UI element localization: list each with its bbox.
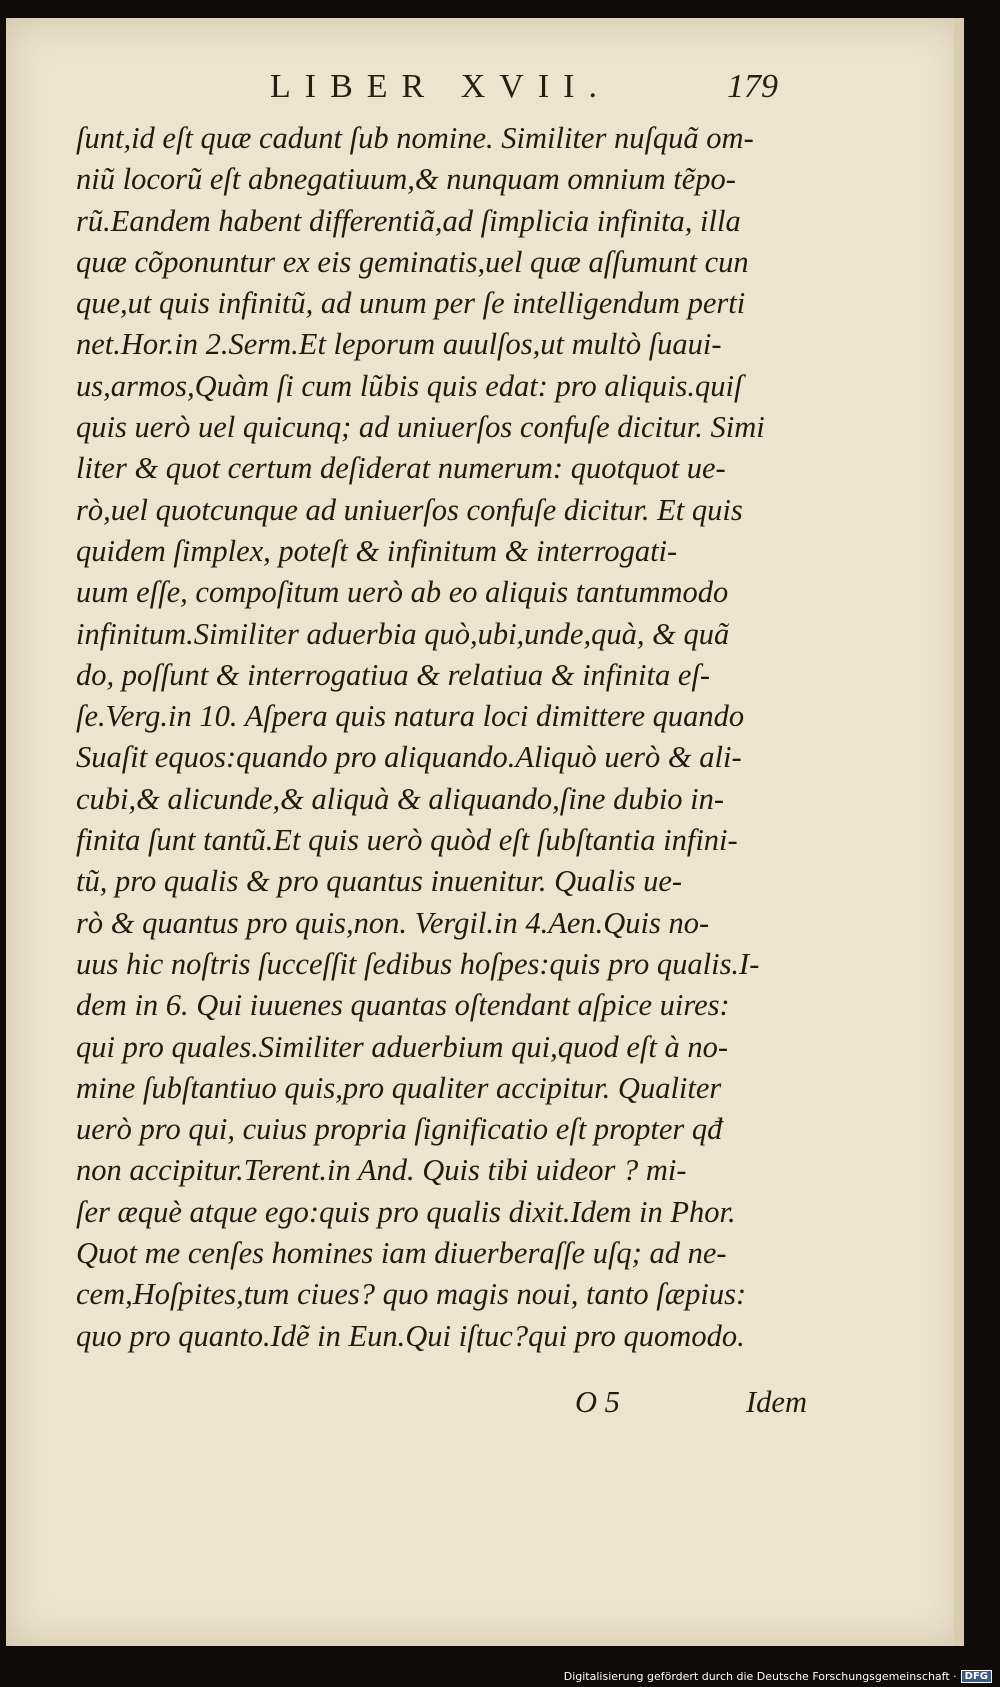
text-line: quæ cõponuntur ex eis geminatis,uel quæ aſſumunt cun xyxy=(76,244,749,279)
text-line: quis uerò uel quicunq; ad uniuerſos confuſe dicitur. Simi xyxy=(76,410,765,445)
text-line: ſe.Verg.in 10. Aſpera quis natura loci dimittere quando xyxy=(76,699,745,734)
text-line: ſer æquè atque ego:quis pro qualis dixit.Idem in Phor. xyxy=(76,1194,736,1229)
text-block xyxy=(76,118,806,1357)
text-line: non accipitur.Terent.in And. Quis tibi uideor ? mi- xyxy=(76,1153,687,1188)
text-line: cubi,& alicunde,& aliquà & aliquando,ſine dubio in- xyxy=(76,781,725,816)
text-line: Suaſit equos:quando pro aliquando.Aliquò uerò & ali- xyxy=(76,740,742,775)
text-line: ſunt,id eſt quæ cadunt ſub nomine. Similiter nuſquã om- xyxy=(76,121,754,155)
text-line: quo pro quanto.Idẽ in Eun.Qui iſtuc?qui pro quomodo. xyxy=(76,1318,745,1353)
text-line: uum eſſe, compoſitum uerò ab eo aliquis tantummodo xyxy=(76,575,729,610)
text-line: rò & quantus pro quis,non. Vergil.in 4.Aen.Quis no- xyxy=(76,905,710,940)
signature-mark: O 5 xyxy=(575,1385,620,1419)
text-line: quidem ſimplex, poteſt & infinitum & interrogati- xyxy=(76,533,678,568)
text-line: Quot me cenſes homines iam diuerberaſſe uſq; ad ne- xyxy=(76,1236,727,1271)
text-line: qui pro quales.Similiter aduerbium qui,quod eſt à no- xyxy=(76,1029,729,1064)
text-line: infinitum.Similiter aduerbia quò,ubi,unde,quà, & quã xyxy=(76,616,730,651)
text-line: dem in 6. Qui iuuenes quantas oſtendant aſpice uires: xyxy=(76,988,730,1023)
dfg-logo: DFG xyxy=(961,1670,992,1683)
text-line: rũ.Eandem habent differentiã,ad ſimplicia infinita, illa xyxy=(76,203,741,238)
running-head: LIBER XVII. xyxy=(270,68,611,105)
digitization-footer xyxy=(564,1670,992,1683)
text-line: us,armos,Quàm ſi cum lũbis quis edat: pro aliquis.quiſ xyxy=(76,368,743,403)
funding-credit: Digitalisierung gefördert durch die Deutsche Forschungsgemeinschaft · xyxy=(563,1670,957,1683)
text-line: liter & quot certum deſiderat numerum: quotquot ue- xyxy=(76,451,726,486)
text-line: rò,uel quotcunque ad uniuerſos confuſe dicitur. Et quis xyxy=(76,492,743,527)
page-edge xyxy=(954,18,964,1646)
text-line: cem,Hoſpites,tum ciues? quo magis noui, tanto ſæpius: xyxy=(76,1277,747,1312)
text-line: niũ locorũ eſt abnegatiuum,& nunquam omnium tẽpo- xyxy=(76,162,736,197)
page-number: 179 xyxy=(727,68,778,105)
text-line: que,ut quis infinitũ, ad unum per ſe intelligendum perti xyxy=(76,286,746,321)
text-line: do, poſſunt & interrogatiua & relatiua & infinita eſ- xyxy=(76,657,710,692)
text-line: uerò pro qui, cuius propria ſignificatio eſt propter qđ xyxy=(76,1112,723,1147)
text-line: uus hic noſtris ſucceſſit ſedibus hoſpes:quis pro qualis.I- xyxy=(76,946,760,981)
catchword: Idem xyxy=(746,1385,807,1419)
text-line: net.Hor.in 2.Serm.Et leporum auulſos,ut multò ſuaui- xyxy=(76,327,722,362)
catchline xyxy=(575,1385,807,1420)
text-line: mine ſubſtantiuo quis,pro qualiter accipitur. Qualiter xyxy=(76,1070,722,1105)
text-line: tũ, pro qualis & pro quantus inuenitur. Qualis ue- xyxy=(76,864,683,899)
text-line: finita ſunt tantũ.Et quis uerò quòd eſt ſubſtantia infini- xyxy=(76,823,738,858)
